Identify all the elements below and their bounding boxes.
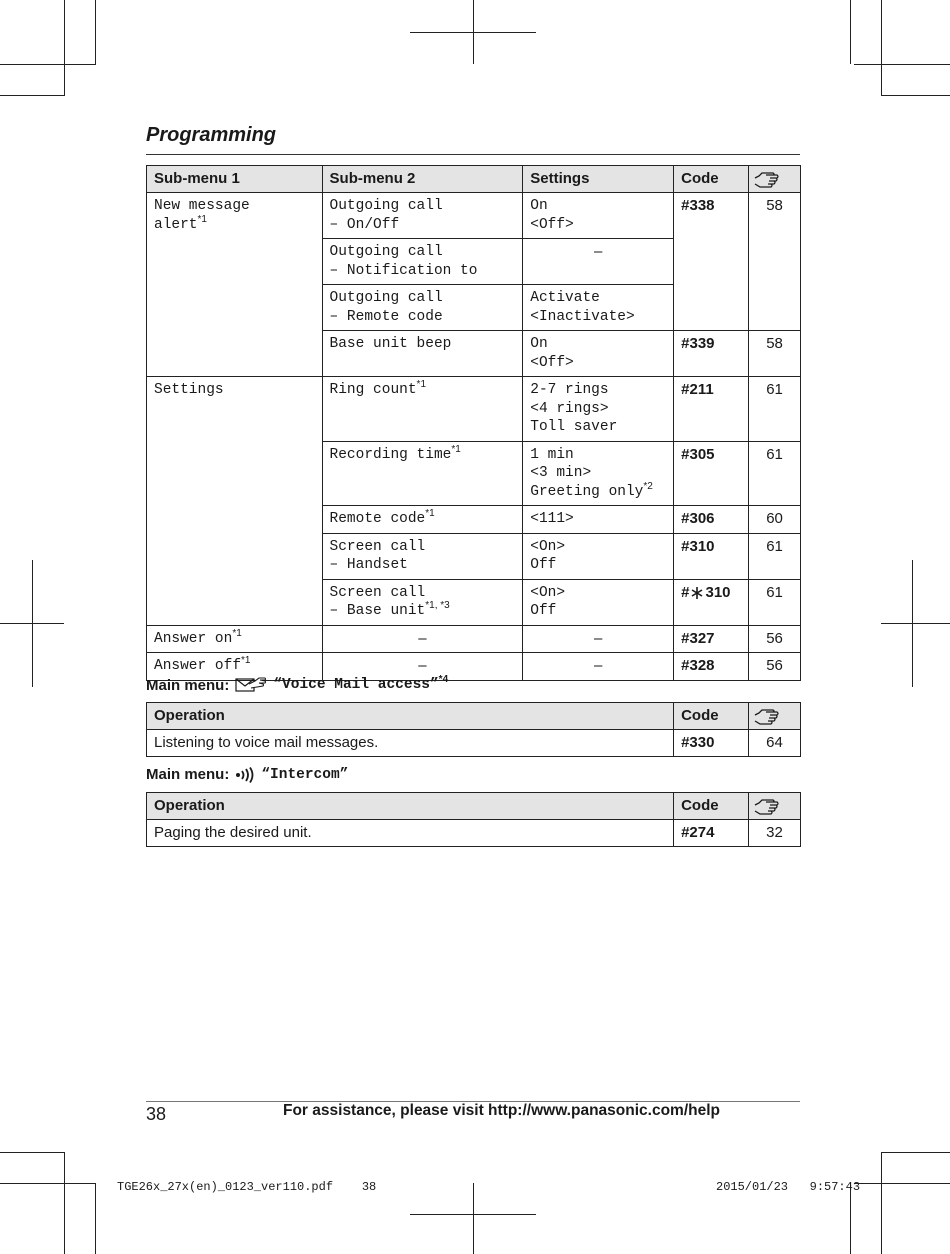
table-header-row — [147, 793, 801, 820]
cell-text: – Remote code — [329, 308, 443, 325]
table-cell — [322, 506, 523, 534]
menu-item-name: “Intercom” — [261, 766, 349, 783]
table-row — [147, 625, 801, 653]
footnote-ref: *1, *3 — [425, 600, 450, 612]
code-cell: #328 — [674, 653, 749, 681]
menu-item-name: “Voice Mail access” — [273, 677, 439, 693]
table-row — [147, 820, 801, 847]
section-title: Programming — [146, 124, 277, 146]
cell-text: Toll saver — [530, 419, 618, 435]
crop-mark — [854, 64, 950, 65]
page-ref-cell: 61 — [749, 579, 801, 625]
table-cell — [322, 377, 523, 442]
table-cell — [523, 533, 674, 579]
cell-text: <On> — [530, 538, 566, 555]
cell-text: Screen call — [329, 584, 426, 601]
table-cell — [523, 579, 674, 625]
page-ref-cell: 64 — [749, 730, 801, 757]
crop-mark — [0, 1152, 64, 1153]
operation-cell: Paging the desired unit. — [147, 820, 674, 847]
cell-text: – Base unit — [329, 603, 426, 619]
cell-text: Off — [530, 557, 557, 573]
table-cell: – — [523, 653, 674, 681]
table-cell — [322, 285, 523, 331]
cell-text: – Handset — [329, 557, 408, 573]
table-cell: – — [523, 625, 674, 653]
pointing-hand-icon — [753, 706, 781, 726]
crop-mark — [881, 1152, 882, 1254]
voicemail-icon — [235, 676, 267, 694]
cell-text: Answer off — [154, 658, 242, 674]
cell-text: 1 min — [530, 446, 574, 463]
cell-text: <Off> — [530, 354, 574, 371]
cell-text: Remote code — [329, 511, 426, 527]
cell-text: Ring count — [329, 382, 417, 398]
table-row — [147, 193, 801, 239]
crop-mark — [64, 0, 65, 96]
header-code: Code — [674, 793, 749, 820]
crop-mark — [64, 1152, 65, 1254]
cell-text: <Off> — [530, 216, 574, 233]
table-cell — [322, 533, 523, 579]
cell-text: – Notification to — [329, 262, 478, 279]
crop-mark — [0, 623, 64, 624]
cell-text: – On/Off — [329, 216, 400, 233]
header-reference — [749, 793, 801, 820]
menu-label-text: Main menu: — [146, 766, 230, 783]
table-header-row — [147, 703, 801, 730]
cell-text: Screen call — [329, 538, 426, 555]
cell-text: 2-7 rings — [530, 382, 609, 398]
cell-text: Activate — [530, 290, 600, 306]
table-cell — [523, 331, 674, 377]
page-ref-cell: 58 — [749, 331, 801, 377]
intercom-table — [146, 792, 801, 847]
footnote-ref: *1 — [197, 213, 207, 225]
cell-text: Outgoing call — [329, 244, 443, 260]
footnote-ref: *1 — [425, 508, 435, 520]
cell-text: Off — [530, 603, 557, 619]
header-settings: Settings — [523, 166, 674, 193]
table-cell — [322, 441, 523, 506]
cell-text: <4 rings> — [530, 400, 609, 417]
table-cell — [147, 193, 323, 377]
crop-mark — [881, 1152, 950, 1153]
cell-text: On — [530, 336, 548, 352]
header-operation: Operation — [147, 793, 674, 820]
table-cell — [322, 239, 523, 285]
code-cell: #305 — [674, 441, 749, 506]
page-ref-cell: 61 — [749, 377, 801, 442]
table-cell — [523, 377, 674, 442]
crop-mark — [850, 0, 851, 64]
cell-text: Recording time — [329, 446, 452, 463]
table-cell — [523, 193, 674, 239]
page-ref-cell: 32 — [749, 820, 801, 847]
table-cell — [322, 579, 523, 625]
code-prefix: # — [681, 583, 690, 601]
table-cell: Base unit beep — [322, 331, 523, 377]
crop-mark — [410, 1214, 536, 1215]
cell-text: alert — [154, 216, 198, 233]
crop-mark — [0, 95, 64, 96]
crop-mark — [95, 1183, 96, 1254]
code-cell: #338 — [674, 193, 749, 331]
page-ref-cell: 60 — [749, 506, 801, 534]
code-cell: #274 — [674, 820, 749, 847]
voice-mail-menu-label — [146, 676, 448, 694]
code-cell: #306 — [674, 506, 749, 534]
page-ref-cell: 58 — [749, 193, 801, 331]
page-ref-cell: 56 — [749, 653, 801, 681]
table-cell: – — [322, 653, 523, 681]
header-code: Code — [674, 166, 749, 193]
footnote-ref: *4 — [438, 674, 449, 686]
pointing-hand-icon — [753, 796, 781, 816]
table-row — [147, 377, 801, 442]
code-cell: #327 — [674, 625, 749, 653]
cell-text: New message — [154, 198, 250, 214]
crop-mark — [881, 623, 950, 624]
table-row — [147, 730, 801, 757]
pointing-hand-icon — [753, 169, 781, 189]
page-ref-cell: 61 — [749, 533, 801, 579]
crop-mark — [95, 0, 96, 64]
page-number: 38 — [146, 1104, 167, 1124]
code-cell: #310 — [674, 533, 749, 579]
cell-text: Outgoing call — [329, 290, 443, 306]
crop-mark — [410, 32, 536, 33]
crop-mark — [881, 95, 950, 96]
footnote-ref: *1 — [241, 655, 251, 667]
menu-label-text: Main menu: — [146, 676, 230, 694]
cell-text: <Inactivate> — [530, 308, 635, 325]
table-cell: – — [322, 625, 523, 653]
header-sub-menu-2: Sub-menu 2 — [322, 166, 523, 193]
table-cell: <111> — [523, 506, 674, 534]
code-cell: #211 — [674, 377, 749, 442]
voice-mail-table — [146, 702, 801, 757]
footnote-ref: *1 — [451, 443, 461, 455]
footnote-ref: *2 — [643, 480, 653, 492]
code-cell: #330 — [674, 730, 749, 757]
header-reference — [749, 703, 801, 730]
asterisk-key-icon — [690, 586, 704, 600]
crop-mark — [0, 1183, 96, 1184]
header-sub-menu-1: Sub-menu 1 — [147, 166, 323, 193]
page-ref-cell: 56 — [749, 625, 801, 653]
footnote-ref: *1 — [416, 379, 426, 391]
cell-text: Greeting only — [530, 483, 644, 500]
footnote-ref: *1 — [232, 627, 242, 639]
header-operation: Operation — [147, 703, 674, 730]
crop-mark — [473, 1183, 474, 1254]
header-reference — [749, 166, 801, 193]
table-cell — [523, 285, 674, 331]
header-code: Code — [674, 703, 749, 730]
title-rule — [146, 154, 800, 155]
crop-mark — [0, 64, 96, 65]
table-cell: – — [523, 239, 674, 285]
table-cell — [523, 441, 674, 506]
page-ref-cell: 61 — [749, 441, 801, 506]
file-timestamp: 2015/01/23 9:57:43 — [716, 1180, 861, 1194]
operation-cell: Listening to voice mail messages. — [147, 730, 674, 757]
cell-text: <3 min> — [530, 465, 592, 481]
table-cell — [322, 193, 523, 239]
cell-text: Outgoing call — [329, 198, 443, 214]
crop-mark — [881, 0, 882, 96]
table-cell: Settings — [147, 377, 323, 626]
intercom-icon — [235, 767, 255, 783]
answering-settings-table — [146, 165, 801, 681]
cell-text: <On> — [530, 584, 566, 601]
code-rest: 310 — [705, 583, 731, 601]
table-cell — [147, 625, 323, 653]
intercom-menu-label — [146, 766, 348, 783]
cell-text: Answer on — [154, 630, 233, 647]
code-cell — [674, 579, 749, 625]
code-cell: #339 — [674, 331, 749, 377]
file-meta: TGE26x_27x(en)_0123_ver110.pdf 38 — [117, 1180, 377, 1194]
table-header-row — [147, 166, 801, 193]
cell-text: On — [530, 198, 548, 214]
assistance-text: For assistance, please visit http://www.panasonic.com/help — [283, 1102, 720, 1119]
crop-mark — [854, 1183, 950, 1184]
